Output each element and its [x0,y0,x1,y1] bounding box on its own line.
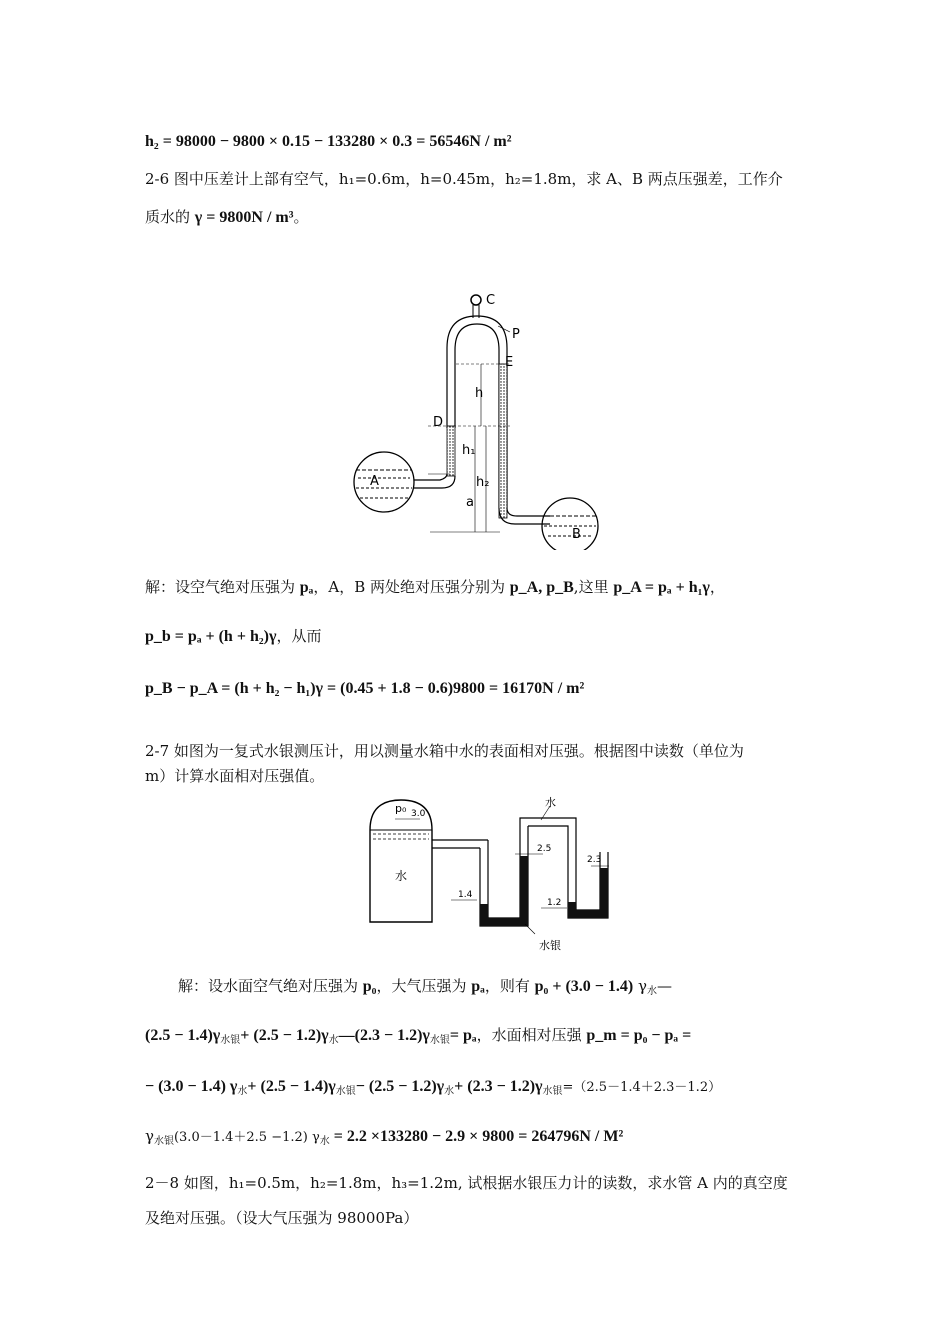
text-span: ，水面相对压强 [476,1026,587,1044]
label-p0: p₀ [395,802,407,815]
label-p: P [512,327,520,342]
label-vessel-a: A [370,474,379,489]
formula-span: p_A, p_B [509,579,574,596]
formula-span: + (2.3 − 1.2)γ [454,1078,543,1095]
formula-span: + (2.5 − 1.4)γ [247,1078,336,1095]
subscript: 水 [237,1086,248,1097]
problem-2-7-line1: 2-7 如图为一复式水银测压计，用以测量水箱中水的表面相对压强。根据图中读数（单位为 [145,742,744,760]
label-h1: h₁ [462,443,476,458]
text-span: ， [709,578,725,596]
label-vessel-b: B [572,527,581,542]
text-span: — [656,977,672,995]
text-span: 。 [293,208,309,226]
problem-2-6-line1: 2-6 图中压差计上部有空气，h₁=0.6m，h=0.45m，h₂=1.8m，求 A、B 两点压强差，工作介 [145,170,783,188]
label-h2: h₂ [476,475,490,490]
label-h: h [475,386,484,401]
formula-span: p_b = pₐ + (h + h₂)γ [145,628,277,645]
text-span: ，从而 [276,627,322,645]
figure-mercury-manometer [365,792,625,957]
formula-span: = pₐ [449,1027,477,1044]
formula-span: —(2.3 − 1.2)γ [338,1027,430,1044]
label-d: D [433,415,444,430]
label-level-1-4: 1.4 [458,890,473,900]
subscript: 水 [328,1035,339,1046]
problem-2-6-line2 [145,207,309,228]
label-level-1-2: 1.2 [547,898,562,908]
label-c: C [486,293,496,308]
label-water-top: 水 [545,796,556,809]
problem-2-8-line2: 及绝对压强。（设大气压强为 98000Pa） [145,1209,419,1227]
formula-span: pₐ [471,978,485,995]
label-e: E [505,355,514,370]
text-span: ，A，B 两处绝对压强分别为 [313,578,510,596]
gamma-value: γ = 9800N / m³ [194,209,294,226]
text-span: ,这里 [573,578,614,596]
text-span: γ [145,1127,154,1145]
formula-span: − (2.5 − 1.2)γ [355,1078,445,1095]
subscript: 水银 [429,1035,450,1046]
text-span: 质水的 [145,208,195,226]
text-span: ，大气压强为 [376,977,472,995]
formula-span: (2.5 − 1.4)γ [145,1027,221,1044]
subscript: 水 [444,1086,455,1097]
subscript: 水 [319,1136,330,1147]
formula-span: p₀ [362,978,377,995]
formula-span: pₐ [299,579,314,596]
label-water-tank: 水 [395,869,408,883]
solution-2-6-result: p_B − p_A = (h + h₂ − h₁)γ = (0.45 + 1.8 − 0.6)9800 = 16170N / m² [145,680,585,697]
text-span: ，则有 [484,977,535,995]
subscript: 水银 [220,1035,241,1046]
text-span: 解：设空气绝对压强为 [145,578,300,596]
subscript: 水银 [153,1136,174,1147]
formula-span: + (2.5 − 1.2)γ [240,1027,329,1044]
formula-span: = 2.2 ×133280 − 2.9 × 9800 = 264796N / M² [329,1128,624,1145]
solution-2-6-line1 [145,577,725,598]
solution-2-7-line3 [145,1076,721,1102]
text-span: =（2.5－1.4＋2.3－1.2） [562,1080,722,1095]
text-span: 解：设水面空气绝对压强为 [178,977,363,995]
formula-span: p_A = pₐ + h₁γ [613,579,710,596]
figure-differential-manometer [350,288,610,550]
equation-h2: h₂ = 98000 − 9800 × 0.15 − 133280 × 0.3 = 56546N / m² [145,133,512,150]
label-a: a [466,495,474,510]
solution-2-7-line1 [178,976,672,1002]
text-span: γ [633,977,647,995]
formula-span: − (3.0 − 1.4) γ [145,1078,238,1095]
subscript: 水银 [335,1086,356,1097]
text-span: (3.0－1.4＋2.5 −1.2) γ [173,1130,320,1145]
problem-2-7-line2: m）计算水面相对压强值。 [145,767,325,785]
formula-span: p_m = p₀ − pₐ = [586,1027,692,1044]
formula-span: p₀ + (3.0 − 1.4) [534,978,634,995]
label-level-2-5: 2.5 [537,844,552,854]
solution-2-6-line2 [145,626,321,647]
valve-c-icon [471,295,481,305]
label-mercury: 水银 [539,939,561,952]
label-level-3-0: 3.0 [411,809,426,819]
solution-2-7-result [145,1126,623,1152]
solution-2-7-line2 [145,1025,691,1051]
problem-2-8-line1: 2－8 如图，h₁=0.5m，h₂=1.8m，h₃=1.2m, 试根据水银压力计的读数，求水管 A 内的真空度 [145,1174,788,1192]
subscript: 水 [646,986,657,997]
label-level-2-3: 2.3 [587,855,602,865]
subscript: 水银 [542,1086,563,1097]
